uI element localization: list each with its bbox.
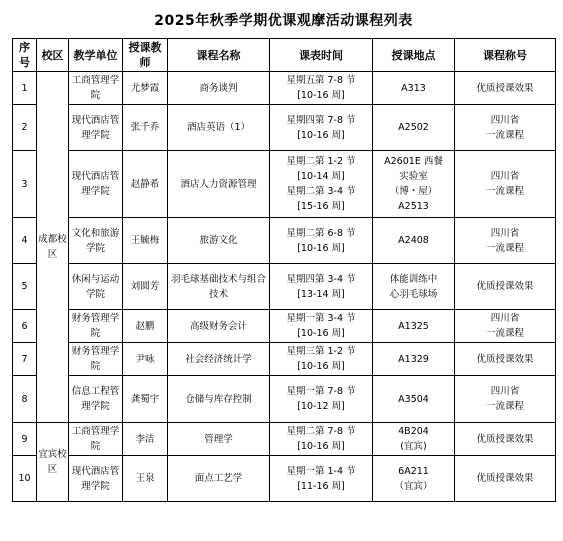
course-name: 面点工艺学 bbox=[168, 456, 270, 502]
teacher-name: 王泉 bbox=[123, 456, 168, 502]
schedule-line: 星期一第 3-4 节 bbox=[286, 313, 356, 324]
row-number: 4 bbox=[13, 218, 37, 264]
honor-line: 一流课程 bbox=[485, 129, 524, 141]
course-name: 社会经济统计学 bbox=[168, 343, 270, 376]
teaching-unit: 工商管理学院 bbox=[69, 72, 123, 105]
teaching-unit: 现代酒店管理学院 bbox=[69, 456, 123, 502]
header-honor: 课程称号 bbox=[455, 39, 556, 72]
teacher-name: 尤梦霞 bbox=[123, 72, 168, 105]
location-line: (宜宾) bbox=[400, 441, 427, 452]
schedule-cell bbox=[270, 310, 373, 343]
header-schedule: 课表时间 bbox=[270, 39, 373, 72]
schedule-cell bbox=[270, 376, 373, 423]
location-cell bbox=[373, 218, 455, 264]
teacher-name: 尹咏 bbox=[123, 343, 168, 376]
schedule-cell bbox=[270, 218, 373, 264]
table-row bbox=[13, 264, 556, 310]
teaching-unit: 现代酒店管理学院 bbox=[69, 151, 123, 218]
course-name: 商务谈判 bbox=[168, 72, 270, 105]
location-cell bbox=[373, 423, 455, 456]
header-course: 课程名称 bbox=[168, 39, 270, 72]
header-campus: 校区 bbox=[37, 39, 69, 72]
location-cell bbox=[373, 456, 455, 502]
location-cell bbox=[373, 72, 455, 105]
row-number: 8 bbox=[13, 376, 37, 423]
course-name: 酒店英语（1） bbox=[168, 105, 270, 151]
row-number: 2 bbox=[13, 105, 37, 151]
location-line: A3504 bbox=[398, 393, 429, 405]
schedule-line: [10-16 周] bbox=[297, 328, 345, 339]
teacher-name: 李洁 bbox=[123, 423, 168, 456]
table-row bbox=[13, 105, 556, 151]
honor-line: 四川省 bbox=[490, 313, 520, 324]
page-title: 2025年秋季学期优课观摩活动课程列表 bbox=[154, 13, 413, 29]
schedule-line: 星期二第 6-8 节 bbox=[286, 227, 356, 239]
teacher-name: 王毓梅 bbox=[123, 218, 168, 264]
honor-cell bbox=[455, 264, 556, 310]
honor-cell bbox=[455, 105, 556, 151]
honor-line: 一流课程 bbox=[485, 242, 524, 254]
honor-line: 优质授课效果 bbox=[476, 433, 534, 445]
schedule-line: [11-16 周] bbox=[297, 480, 345, 492]
teaching-unit: 财务管理学院 bbox=[69, 310, 123, 343]
schedule-line: [10-16 周] bbox=[297, 129, 345, 141]
location-line: A2601E 西餐 bbox=[384, 156, 443, 167]
course-table bbox=[12, 38, 556, 502]
schedule-line: 星期一第 1-4 节 bbox=[286, 465, 356, 477]
schedule-cell bbox=[270, 343, 373, 376]
honor-line: 优质授课效果 bbox=[476, 353, 534, 365]
honor-line: 四川省 bbox=[490, 114, 520, 126]
course-name: 高级财务会计 bbox=[168, 310, 270, 343]
honor-line: 优质授课效果 bbox=[476, 473, 534, 484]
honor-line: 一流课程 bbox=[485, 401, 524, 412]
teacher-name: 张千乔 bbox=[123, 105, 168, 151]
row-number: 7 bbox=[13, 343, 37, 376]
table-row bbox=[13, 423, 556, 456]
row-number: 3 bbox=[13, 151, 37, 218]
schedule-line: 星期四第 3-4 节 bbox=[286, 273, 356, 285]
teacher-name: 赵静希 bbox=[123, 151, 168, 218]
schedule-line: 星期二第 7-8 节 bbox=[286, 426, 356, 437]
schedule-cell bbox=[270, 264, 373, 310]
schedule-line: 星期四第 7-8 节 bbox=[286, 114, 356, 126]
teaching-unit: 休闲与运动学院 bbox=[69, 264, 123, 310]
schedule-line: 星期一第 7-8 节 bbox=[286, 386, 356, 397]
teaching-unit: 财务管理学院 bbox=[69, 343, 123, 376]
location-line: A1329 bbox=[398, 353, 429, 365]
honor-line: 优质授课效果 bbox=[476, 281, 534, 292]
location-line: （宜宾） bbox=[394, 480, 433, 492]
location-line: 4B204 bbox=[398, 426, 429, 437]
location-cell bbox=[373, 264, 455, 310]
header-location: 授课地点 bbox=[373, 39, 455, 72]
honor-cell bbox=[455, 218, 556, 264]
location-cell bbox=[373, 105, 455, 151]
row-number: 10 bbox=[13, 456, 37, 502]
schedule-line: [10-16 周] bbox=[297, 90, 345, 101]
location-line: A313 bbox=[401, 82, 426, 94]
location-line: 实验室 bbox=[399, 171, 428, 182]
table-row bbox=[13, 456, 556, 502]
honor-cell bbox=[455, 456, 556, 502]
table-row bbox=[13, 218, 556, 264]
table-row bbox=[13, 151, 556, 218]
honor-line: 四川省 bbox=[490, 386, 520, 397]
teacher-name: 龚蜀宇 bbox=[123, 376, 168, 423]
header-teacher: 授课教师 bbox=[123, 39, 168, 72]
location-line: A2513 bbox=[398, 201, 429, 212]
schedule-cell bbox=[270, 456, 373, 502]
honor-cell bbox=[455, 72, 556, 105]
course-name: 羽毛球基础技术与组合技术 bbox=[168, 264, 270, 310]
honor-cell bbox=[455, 151, 556, 218]
table-row bbox=[13, 343, 556, 376]
location-line: A1325 bbox=[398, 320, 429, 332]
table-body bbox=[13, 72, 556, 502]
course-name: 仓储与库存控制 bbox=[168, 376, 270, 423]
schedule-line: [10-16 周] bbox=[297, 242, 345, 254]
location-line: 体能训练中 bbox=[389, 273, 438, 285]
honor-cell bbox=[455, 310, 556, 343]
schedule-line: [10-16 周] bbox=[297, 441, 345, 452]
schedule-line: 星期三第 1-2 节 bbox=[286, 346, 356, 357]
location-cell bbox=[373, 343, 455, 376]
header-no: 序号 bbox=[13, 39, 37, 72]
schedule-line: [10-12 周] bbox=[297, 401, 345, 412]
schedule-cell bbox=[270, 151, 373, 218]
table-row bbox=[13, 376, 556, 423]
schedule-line: [10-16 周] bbox=[297, 361, 345, 372]
teaching-unit: 现代酒店管理学院 bbox=[69, 105, 123, 151]
location-cell bbox=[373, 310, 455, 343]
honor-line: 一流课程 bbox=[485, 328, 524, 339]
schedule-line: [10-14 周] bbox=[297, 171, 345, 182]
row-number: 6 bbox=[13, 310, 37, 343]
honor-line: 一流课程 bbox=[485, 186, 524, 197]
honor-line: 优质授课效果 bbox=[476, 82, 534, 94]
honor-line: 四川省 bbox=[490, 171, 520, 182]
location-cell bbox=[373, 376, 455, 423]
table-row bbox=[13, 72, 556, 105]
header-unit: 教学单位 bbox=[69, 39, 123, 72]
row-number: 1 bbox=[13, 72, 37, 105]
course-name: 管理学 bbox=[168, 423, 270, 456]
location-line: 6A211 bbox=[398, 465, 429, 477]
schedule-line: 星期五第 7-8 节 bbox=[286, 75, 356, 86]
honor-line: 四川省 bbox=[490, 227, 520, 239]
location-line: A2502 bbox=[398, 122, 429, 133]
row-number: 5 bbox=[13, 264, 37, 310]
location-line: （博・屋） bbox=[389, 186, 438, 197]
honor-cell bbox=[455, 376, 556, 423]
location-line: A2408 bbox=[398, 235, 429, 246]
course-name: 旅游文化 bbox=[168, 218, 270, 264]
honor-cell bbox=[455, 423, 556, 456]
course-name: 酒店人力资源管理 bbox=[168, 151, 270, 218]
teacher-name: 赵鹏 bbox=[123, 310, 168, 343]
campus-cell: 成都校区 bbox=[37, 72, 69, 423]
table-row bbox=[13, 310, 556, 343]
schedule-line: [13-14 周] bbox=[297, 288, 345, 300]
schedule-line: 星期二第 1-2 节 bbox=[286, 156, 356, 167]
schedule-cell bbox=[270, 105, 373, 151]
honor-cell bbox=[455, 343, 556, 376]
schedule-cell bbox=[270, 423, 373, 456]
teaching-unit: 信息工程管理学院 bbox=[69, 376, 123, 423]
location-line: 心羽毛球场 bbox=[389, 288, 438, 300]
schedule-line: [15-16 周] bbox=[297, 201, 345, 212]
schedule-line: 星期二第 3-4 节 bbox=[286, 186, 356, 197]
location-cell bbox=[373, 151, 455, 218]
table-header-row bbox=[13, 39, 556, 72]
teaching-unit: 文化和旅游学院 bbox=[69, 218, 123, 264]
teaching-unit: 工商管理学院 bbox=[69, 423, 123, 456]
teacher-name: 刘圆芳 bbox=[123, 264, 168, 310]
campus-cell: 宜宾校区 bbox=[37, 423, 69, 502]
schedule-cell bbox=[270, 72, 373, 105]
row-number: 9 bbox=[13, 423, 37, 456]
